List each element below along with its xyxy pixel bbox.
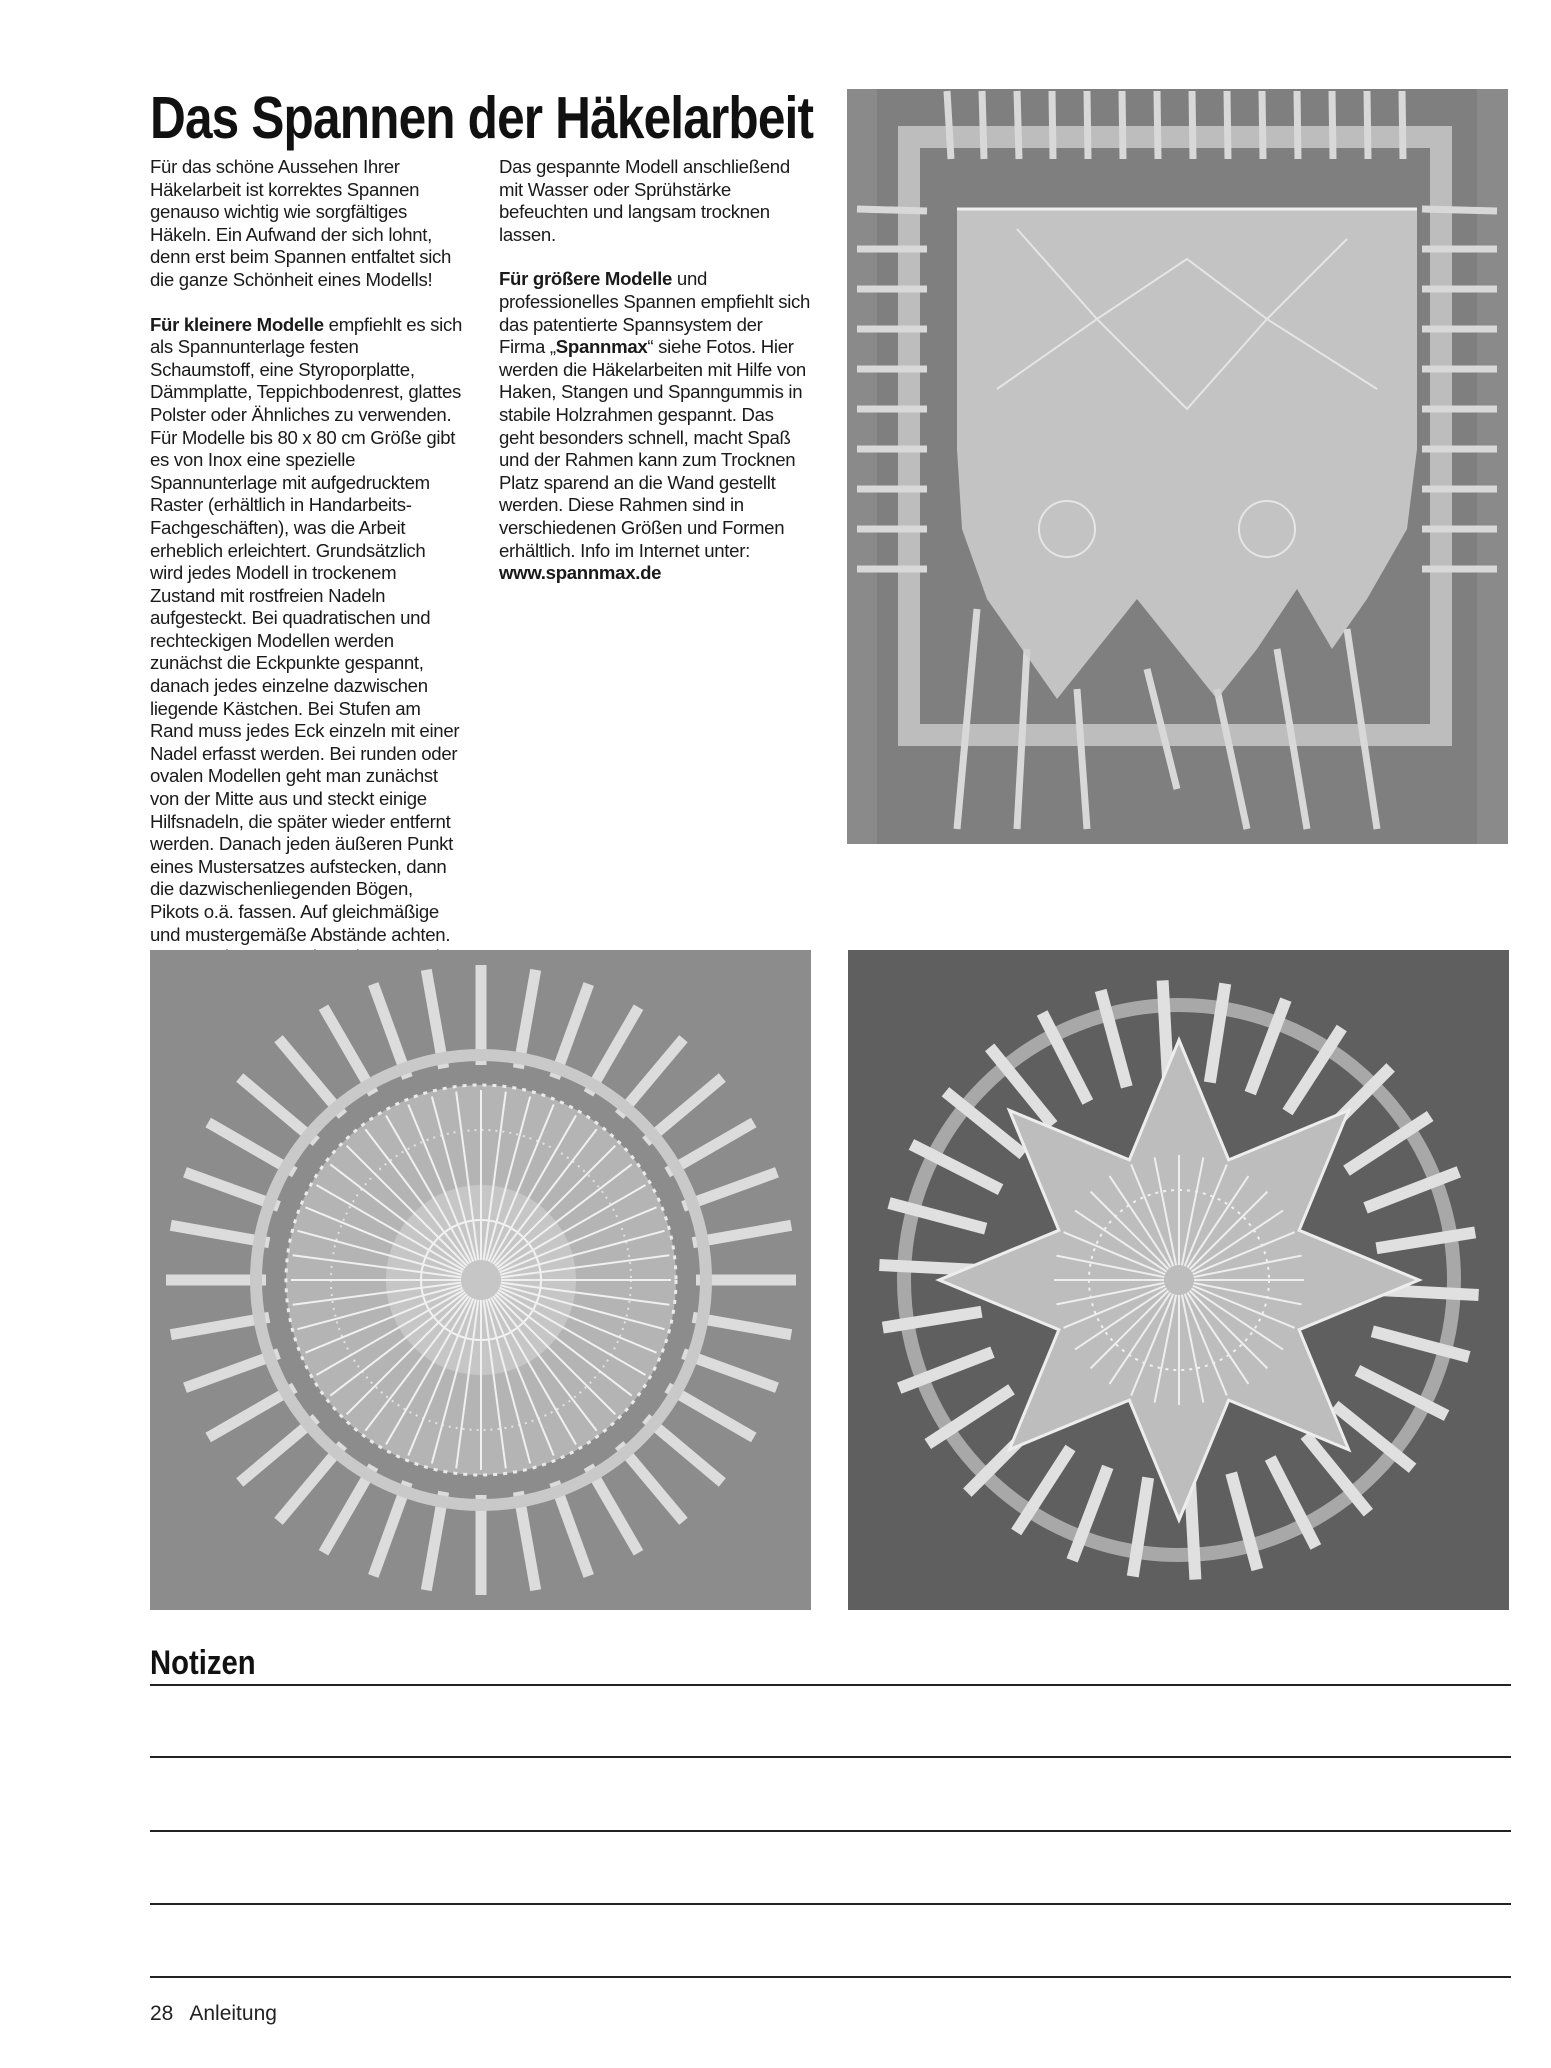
notes-line[interactable]: [150, 1976, 1511, 1978]
large-models-lead: Für größere Modelle: [499, 268, 673, 290]
large-models-text-1: und professionelles Spannen empfiehlt sich das patentierte Spannsystem der Firma „: [499, 268, 811, 358]
text-column-right: [499, 156, 812, 607]
notes-line[interactable]: [150, 1684, 1511, 1686]
notes-line[interactable]: [150, 1830, 1511, 1832]
star-doily-illustration: [848, 950, 1509, 1610]
website-link[interactable]: www.spannmax.de: [499, 562, 662, 584]
drying-paragraph: Das gespannte Modell anschließend mit Wasser oder Sprühstärke befeuchten und langsam trocknen lassen.: [499, 156, 790, 245]
brand-name: Spannmax: [555, 336, 648, 358]
notes-line[interactable]: [150, 1756, 1511, 1758]
large-models-text-2: “ siehe Fotos. Hier werden die Häkelarbeiten mit Hilfe von Haken, Stangen und Spanngummis in stabile Holzrahmen gespannt. Das geht besonders schnell, macht Spaß und der Rahmen kann zum Trocknen Platz sparend an die Wand gestellt werden. Diese Rahmen sind in verschiedenen Größen und Formen erhältlich. Info im Internet unter:: [499, 336, 806, 561]
intro-paragraph: Für das schöne Aussehen Ihrer Häkelarbeit ist korrektes Spannen genauso wichtig wie sorgfältiges Häkeln. Ein Aufwand der sich lohnt, denn erst beim Spannen entfaltet sich die ganze Schönheit eines Modells!: [150, 156, 452, 290]
round-doily-illustration: [150, 950, 811, 1610]
star-lace: [939, 1040, 1419, 1520]
photo-star-doily: [848, 950, 1509, 1610]
small-models-paragraph: [150, 314, 463, 992]
small-models-text: empfiehlt es sich als Spannunterlage festen Schaumstoff, eine Styroporplatte, Dämmplatte, Teppichbodenrest, glattes Polster oder Ähnliches zu verwenden. Für Modelle bis 80 x 80 cm Größe gibt es von Inox eine spezielle Spannunterlage mit aufgedrucktem Raster (erhältlich in Handarbeits-Fachgeschäften), was die Arbeit erheblich erleichtert. Grundsätzlich wird jedes Modell in trockenem Zustand mit rostfreien Nadeln aufgesteckt. Bei quadratischen und rechteckigen Modellen werden zunächst die Eckpunkte gespannt, danach jedes einzelne dazwischen liegende Kästchen. Bei Stufen am Rand muss jedes Eck einzeln mit einer Nadel erfasst werden. Bei runden oder ovalen Modellen geht man zunächst von der Mitte aus und steckt einige Hilfsnadeln, die später wieder entfernt werden. Danach jeden äußeren Punkt eines Mustersatzes aufstecken, dann die dazwischenliegenden Bögen, Pikots o.ä. fassen. Auf gleichmäßige und mustergemäße Abstände achten.: [150, 313, 463, 945]
page-number: 28: [150, 2002, 174, 2025]
section-name: Anleitung: [189, 2002, 277, 2025]
photo-round-doily: [150, 950, 811, 1610]
page-title: Das Spannen der Häkelarbeit: [150, 85, 814, 151]
small-models-lead: Für kleinere Modelle: [150, 313, 324, 335]
large-models-paragraph: [499, 268, 812, 584]
frame-curtain-illustration: [847, 89, 1508, 844]
notes-line[interactable]: [150, 1903, 1511, 1905]
text-column-left: [150, 156, 463, 1013]
notes-title: Notizen: [150, 1644, 256, 1682]
page-footer: [150, 2002, 277, 2026]
photo-rectangular-frame: [847, 89, 1508, 844]
